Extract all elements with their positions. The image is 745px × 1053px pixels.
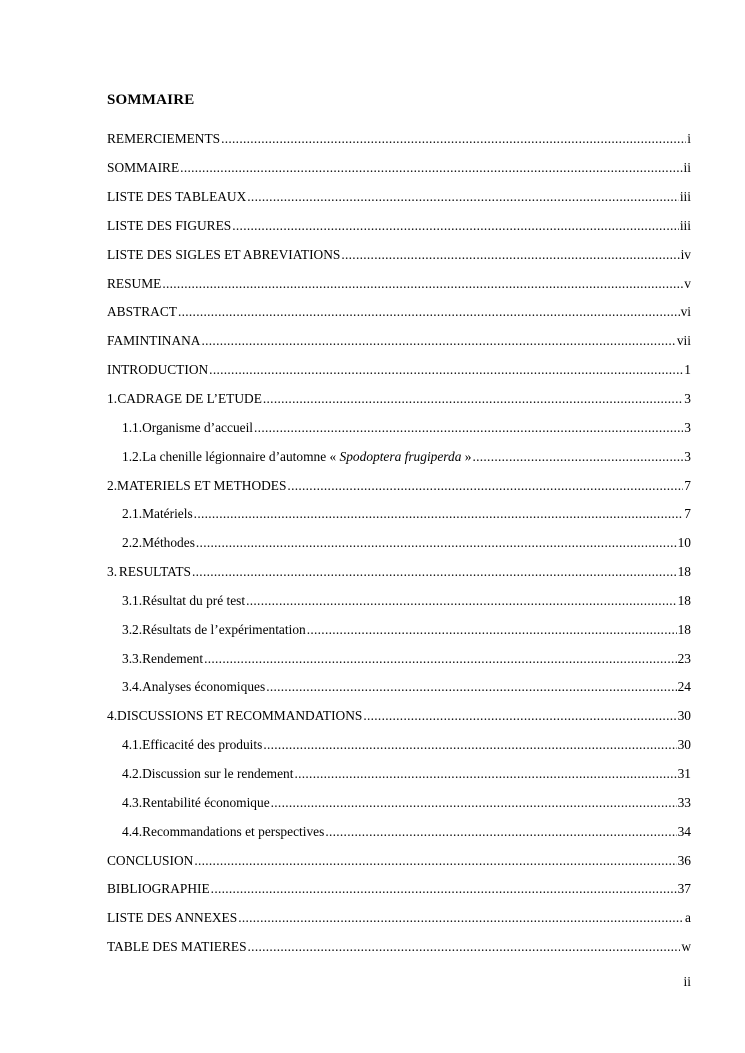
toc-entry[interactable] xyxy=(107,673,691,702)
toc-entry[interactable] xyxy=(107,125,691,154)
toc-entry-page: 30 xyxy=(677,737,691,753)
toc-entry-page: iii xyxy=(679,189,691,205)
dot-leader xyxy=(248,939,681,955)
toc-entry-number: 4. xyxy=(107,708,118,724)
toc-entry-label-text: RESULTATS xyxy=(118,564,191,580)
toc-entry-page: 3 xyxy=(684,391,691,407)
toc-entry-page: vi xyxy=(680,304,691,320)
toc-entry-label xyxy=(107,362,208,378)
toc-entry-page: 34 xyxy=(677,823,691,839)
toc-entry-label xyxy=(117,478,286,494)
toc-entry-label xyxy=(107,304,177,320)
toc-entry-label-text: FAMINTINANA xyxy=(107,333,201,349)
toc-entry-number: 2. xyxy=(107,477,118,493)
dot-leader xyxy=(201,333,675,349)
dot-leader xyxy=(294,766,676,782)
dot-leader xyxy=(162,276,683,292)
toc-entry-number: 3.4. xyxy=(122,679,143,695)
toc-entry[interactable] xyxy=(107,269,691,298)
toc-entry-page: iii xyxy=(679,217,691,233)
toc-entry[interactable] xyxy=(107,385,691,414)
toc-entry[interactable] xyxy=(107,298,691,327)
toc-entry-page: w xyxy=(681,939,691,955)
dot-leader xyxy=(341,247,679,263)
dot-leader xyxy=(254,420,683,436)
toc-entry-label xyxy=(107,333,200,349)
toc-entry-label xyxy=(142,622,306,638)
toc-entry-label-text: CONCLUSION xyxy=(107,852,194,868)
toc-entry-label xyxy=(142,824,324,840)
toc-entry-label-text: SOMMAIRE xyxy=(107,160,180,176)
toc-entry[interactable] xyxy=(107,529,691,558)
toc-entry-label-text: Rendement xyxy=(142,650,204,666)
toc-entry[interactable] xyxy=(107,644,691,673)
toc-entry-label-text: LISTE DES TABLEAUX xyxy=(107,189,247,205)
toc-entry-page: 30 xyxy=(677,708,691,724)
toc-entry-page: 1 xyxy=(684,362,691,378)
toc-entry[interactable] xyxy=(107,904,691,933)
toc-entry-label-text: ABSTRACT xyxy=(107,304,177,320)
toc-entry-page: 23 xyxy=(677,650,691,666)
toc-entry-page: ii xyxy=(683,160,691,176)
toc-entry[interactable] xyxy=(107,240,691,269)
toc-entry-label xyxy=(107,910,237,926)
toc-entry-page: 18 xyxy=(677,592,691,608)
dot-leader xyxy=(209,362,683,378)
toc-entry-label-text: La chenille légionnaire d’automne « xyxy=(142,448,340,464)
toc-entry[interactable] xyxy=(107,500,691,529)
toc-entry-page: 24 xyxy=(677,679,691,695)
toc-entry-page: 31 xyxy=(677,765,691,781)
toc-entry-label xyxy=(119,564,191,580)
toc-entry-page: i xyxy=(687,131,691,147)
toc-entry-page: 3 xyxy=(684,419,691,435)
toc-entry-number: 3.3. xyxy=(122,650,143,666)
toc-entry-number: 3. xyxy=(107,564,118,580)
dot-leader xyxy=(232,218,679,234)
toc-entry-label xyxy=(107,853,193,869)
toc-entry-label-text: Analyses économiques xyxy=(142,679,266,695)
toc-entry[interactable] xyxy=(107,413,691,442)
toc-entry[interactable] xyxy=(107,817,691,846)
toc-entry[interactable] xyxy=(107,356,691,385)
toc-entry-label-text: Rentabilité économique xyxy=(142,794,270,810)
toc-entry-label-text: Méthodes xyxy=(142,535,195,551)
toc-entry-label xyxy=(142,535,195,551)
toc-entry-page: a xyxy=(685,910,691,926)
toc-entry-label-text: Résultats de l’expérimentation xyxy=(142,621,306,637)
dot-leader xyxy=(325,824,676,840)
toc-entry-page: 3 xyxy=(684,448,691,464)
toc-entry-label-text: DISCUSSIONS ET RECOMMANDATIONS xyxy=(117,708,363,724)
dot-leader xyxy=(221,131,686,147)
toc-entry-label xyxy=(142,449,471,465)
toc-entry-label-text: LISTE DES FIGURES xyxy=(107,217,232,233)
dot-leader xyxy=(246,593,677,609)
dot-leader xyxy=(307,622,677,638)
toc-entry[interactable] xyxy=(107,183,691,212)
toc-entry-label xyxy=(142,679,265,695)
toc-entry-label-text: Résultat du pré test xyxy=(142,592,246,608)
toc-entry-label xyxy=(142,651,203,667)
toc-entry[interactable] xyxy=(107,471,691,500)
toc-entry-page: 37 xyxy=(677,881,691,897)
page-title: SOMMAIRE xyxy=(107,92,195,108)
dot-leader xyxy=(211,881,677,897)
toc-entry[interactable] xyxy=(107,731,691,760)
toc-entry-label xyxy=(107,881,210,897)
toc-entry[interactable] xyxy=(107,788,691,817)
dot-leader xyxy=(472,449,683,465)
toc-entry-page: vii xyxy=(676,333,691,349)
toc-entry[interactable] xyxy=(107,442,691,471)
dot-leader xyxy=(247,189,679,205)
toc-entry-label xyxy=(107,131,220,147)
toc-entry-page: 18 xyxy=(677,564,691,580)
toc-entry-label xyxy=(142,795,270,811)
toc-entry-page: 18 xyxy=(677,621,691,637)
toc-entry-label-text: Discussion sur le rendement xyxy=(142,765,294,781)
toc-entry-label-italic: Spodoptera frugiperda xyxy=(339,448,462,464)
toc-entry-label-text: INTRODUCTION xyxy=(107,362,209,378)
toc-entry-page: iv xyxy=(680,246,691,262)
dot-leader xyxy=(266,679,676,695)
toc-entry-label-text: Recommandations et perspectives xyxy=(142,823,325,839)
toc-entry-number: 4.3. xyxy=(122,794,143,810)
toc-entry-label xyxy=(142,420,253,436)
toc-entry[interactable] xyxy=(107,875,691,904)
toc-entry[interactable] xyxy=(107,702,691,731)
toc-entry-number: 2.2. xyxy=(122,535,143,551)
toc-entry-label xyxy=(142,593,245,609)
dot-leader xyxy=(204,651,677,667)
toc-entry-page: 7 xyxy=(684,506,691,522)
toc-entry[interactable] xyxy=(107,760,691,789)
toc-entry-number: 1. xyxy=(107,391,118,407)
toc-entry-page: 10 xyxy=(677,535,691,551)
toc-entry-number: 4.2. xyxy=(122,765,143,781)
toc-entry-label xyxy=(142,506,193,522)
toc-entry-number: 2.1. xyxy=(122,506,143,522)
dot-leader xyxy=(180,160,682,176)
toc-entry-label-suffix: » xyxy=(461,448,472,464)
toc-entry-label-text: LISTE DES ANNEXES xyxy=(107,910,238,926)
toc-entry[interactable] xyxy=(107,933,691,962)
toc-entry-page: 33 xyxy=(677,794,691,810)
dot-leader xyxy=(196,535,677,551)
toc-entry[interactable] xyxy=(107,327,691,356)
toc-entry-label-text: Efficacité des produits xyxy=(142,737,263,753)
page-number: ii xyxy=(683,974,691,989)
toc-entry[interactable] xyxy=(107,212,691,241)
toc-entry[interactable] xyxy=(107,587,691,616)
toc-entry-label-text: MATERIELS ET METHODES xyxy=(117,477,287,493)
toc-entry[interactable] xyxy=(107,846,691,875)
dot-leader xyxy=(194,506,684,522)
table-of-contents xyxy=(107,125,691,961)
toc-entry-label-text: RESUME xyxy=(107,275,162,291)
toc-entry-label-text: CADRAGE DE L’ETUDE xyxy=(117,391,262,407)
toc-entry-label xyxy=(107,939,247,955)
toc-entry-page: v xyxy=(684,275,691,291)
toc-entry-page: 36 xyxy=(677,852,691,868)
toc-entry-label-text: LISTE DES SIGLES ET ABREVIATIONS xyxy=(107,246,341,262)
toc-entry[interactable] xyxy=(107,615,691,644)
toc-entry-label xyxy=(142,737,262,753)
toc-entry[interactable] xyxy=(107,558,691,587)
toc-entry-number: 4.4. xyxy=(122,823,143,839)
toc-entry-label xyxy=(107,247,340,263)
toc-entry-number: 3.1. xyxy=(122,592,143,608)
toc-entry-number: 1.2. xyxy=(122,448,143,464)
toc-entry-label xyxy=(142,766,293,782)
dot-leader xyxy=(263,737,676,753)
toc-entry-label xyxy=(107,160,179,176)
dot-leader xyxy=(263,391,683,407)
toc-entry-label-text: REMERCIEMENTS xyxy=(107,131,221,147)
toc-entry-label-text: Organisme d’accueil xyxy=(142,419,254,435)
toc-entry[interactable] xyxy=(107,154,691,183)
toc-entry-label-text: BIBLIOGRAPHIE xyxy=(107,881,210,897)
toc-entry-label-text: TABLE DES MATIERES xyxy=(107,939,247,955)
toc-entry-label xyxy=(117,708,362,724)
dot-leader xyxy=(178,304,680,320)
dot-leader xyxy=(238,910,684,926)
toc-entry-label xyxy=(107,218,231,234)
dot-leader xyxy=(271,795,677,811)
toc-entry-label xyxy=(117,391,262,407)
dot-leader xyxy=(363,708,676,724)
toc-entry-label-text: Matériels xyxy=(142,506,193,522)
toc-entry-number: 1.1. xyxy=(122,419,143,435)
toc-entry-number: 3.2. xyxy=(122,621,143,637)
dot-leader xyxy=(192,564,677,580)
toc-entry-page: 7 xyxy=(684,477,691,493)
dot-leader xyxy=(287,478,683,494)
dot-leader xyxy=(194,853,676,869)
toc-entry-label xyxy=(107,189,246,205)
toc-entry-number: 4.1. xyxy=(122,737,143,753)
toc-entry-label xyxy=(107,276,161,292)
